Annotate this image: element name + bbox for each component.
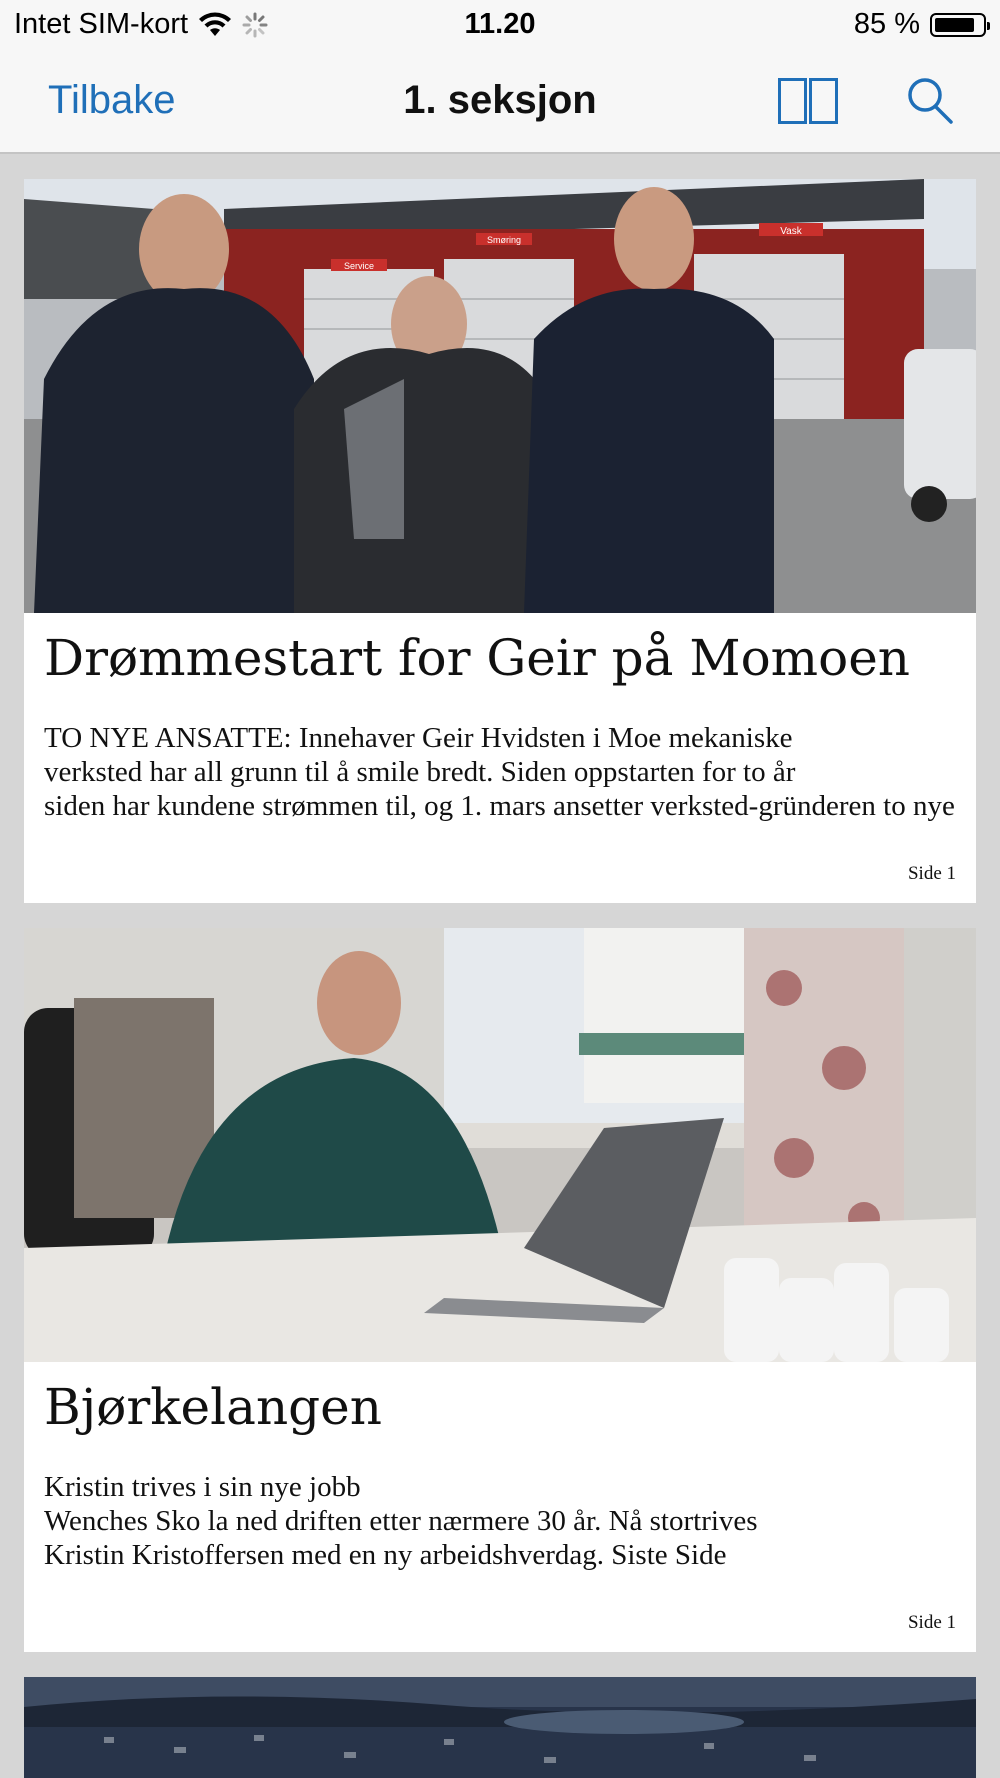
article-card[interactable]	[24, 179, 976, 903]
sign-vask: Vask	[780, 226, 802, 237]
article-lead	[44, 1470, 956, 1572]
lead-line: verksted har all grunn til å smile bredt. Siden oppstarten for to år	[44, 756, 796, 788]
carrier-label: Intet SIM-kort	[14, 8, 189, 40]
town-photo-illustration	[24, 1677, 976, 1778]
article-photo[interactable]	[24, 1677, 976, 1778]
search-icon[interactable]	[906, 76, 954, 126]
page-reference: Side 1	[907, 863, 956, 884]
status-time: 11.20	[464, 8, 536, 40]
lead-line: TO NYE ANSATTE: Innehaver Geir Hvidsten i Moe mekaniske	[44, 722, 793, 754]
pages-view-icon[interactable]	[778, 78, 838, 124]
lead-line: Kristin trives i sin nye jobb	[44, 1471, 361, 1503]
garage-photo-illustration	[24, 179, 976, 613]
article-photo[interactable]	[24, 928, 976, 1362]
lead-line: Kristin Kristoffersen med en ny arbeidshverdag. Siste Side	[44, 1539, 727, 1571]
article-headline[interactable]: Drømmestart for Geir på Momoen	[44, 629, 910, 687]
article-headline[interactable]: Bjørkelangen	[44, 1378, 382, 1436]
sign-service: Service	[343, 261, 375, 271]
article-card[interactable]	[24, 1677, 976, 1778]
page-reference: Side 1	[907, 1612, 956, 1633]
navigation-bar	[0, 50, 1000, 154]
article-card[interactable]	[24, 928, 976, 1652]
battery-percent: 85 %	[853, 8, 920, 40]
article-photo[interactable]	[24, 179, 976, 613]
lead-line: siden har kundene strømmen til, og 1. mars ansetter verksted-gründeren to nye	[44, 790, 955, 822]
article-lead	[44, 721, 956, 823]
back-button[interactable]: Tilbake	[48, 78, 176, 122]
battery-icon	[930, 13, 986, 37]
lead-line: Wenches Sko la ned driften etter nærmere 30 år. Nå stortrives	[44, 1505, 758, 1537]
sign-smoring: Smøring	[486, 235, 522, 245]
status-right	[854, 8, 986, 41]
battery-fill	[935, 18, 974, 32]
page-title: 1. seksjon	[403, 78, 597, 122]
office-photo-illustration	[24, 928, 976, 1362]
status-bar	[0, 0, 1000, 50]
